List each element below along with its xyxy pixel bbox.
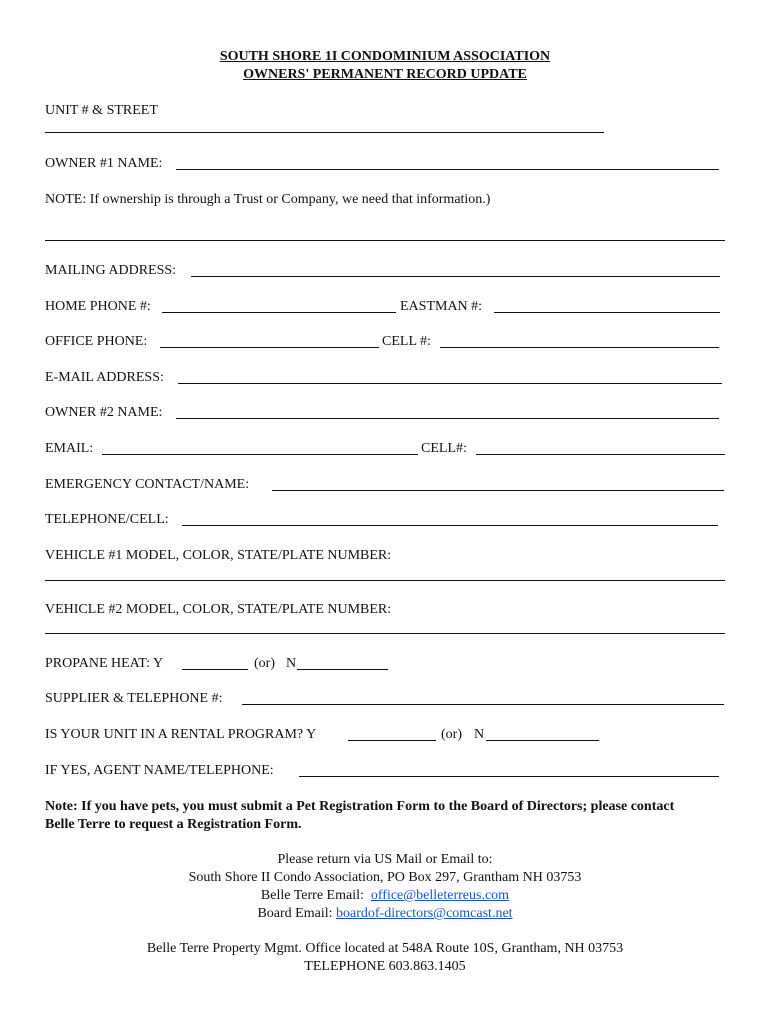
mailing-field[interactable] (191, 276, 720, 277)
form-title: SOUTH SHORE 1I CONDOMINIUM ASSOCIATION (219, 49, 551, 64)
eastman-label: EASTMAN #: (400, 299, 483, 314)
unit-street-label: UNIT # & STREET (45, 103, 158, 118)
office-phone-field[interactable] (160, 347, 379, 348)
vehicle2-field[interactable] (45, 633, 725, 634)
board-email-row (0, 905, 770, 922)
mailing-label: MAILING ADDRESS: (45, 263, 177, 278)
owner2-field[interactable] (176, 418, 719, 419)
office-location: Belle Terre Property Mgmt. Office located at 548A Route 10S, Grantham, NH 03753 (146, 941, 624, 956)
board-email-link[interactable]: boardof-directors@comcast.net (336, 906, 513, 921)
rental-no-field[interactable] (486, 740, 599, 741)
vehicle1-field[interactable] (45, 580, 725, 581)
office-telephone: TELEPHONE 603.863.1405 (304, 959, 466, 974)
office-phone-label: OFFICE PHONE: (45, 334, 148, 349)
home-phone-label: HOME PHONE #: (45, 299, 151, 314)
propane-no-field[interactable] (297, 669, 388, 670)
email-address-field[interactable] (178, 383, 722, 384)
emergency-contact-label: EMERGENCY CONTACT/NAME: (45, 477, 250, 492)
propane-label: PROPANE HEAT: Y (45, 656, 164, 671)
belle-terre-email-link[interactable]: office@belleterreus.com (370, 888, 510, 903)
agent-field[interactable] (299, 776, 719, 777)
cell-field[interactable] (440, 347, 719, 348)
owner1-label: OWNER #1 NAME: (45, 156, 163, 171)
agent-label: IF YES, AGENT NAME/TELEPHONE: (45, 763, 274, 778)
home-phone-field[interactable] (162, 312, 396, 313)
pet-note-line2: Belle Terre to request a Registration Form. (45, 817, 302, 832)
return-instructions: Please return via US Mail or Email to: (277, 852, 493, 867)
propane-or: (or) (254, 656, 275, 671)
mailing-address: South Shore II Condo Association, PO Box 297, Grantham NH 03753 (188, 870, 582, 885)
supplier-label: SUPPLIER & TELEPHONE #: (45, 691, 223, 706)
form-subtitle: OWNERS' PERMANENT RECORD UPDATE (243, 67, 527, 82)
rental-label: IS YOUR UNIT IN A RENTAL PROGRAM? Y (45, 727, 317, 742)
telephone-cell-field[interactable] (182, 525, 718, 526)
trust-note: NOTE: If ownership is through a Trust or Company, we need that information.) (45, 192, 491, 207)
owner1-field[interactable] (176, 169, 719, 170)
eastman-field[interactable] (494, 312, 720, 313)
email-address-label: E-MAIL ADDRESS: (45, 370, 164, 385)
rental-or: (or) (441, 727, 462, 742)
rental-yes-field[interactable] (348, 740, 436, 741)
propane-n-label: N (286, 656, 297, 671)
telephone-cell-label: TELEPHONE/CELL: (45, 512, 169, 527)
supplier-field[interactable] (242, 704, 724, 705)
rental-n-label: N (474, 727, 485, 742)
vehicle2-label: VEHICLE #2 MODEL, COLOR, STATE/PLATE NUMBER: (45, 602, 392, 617)
pet-note-line1: Note: If you have pets, you must submit a Pet Registration Form to the Board of Directors; please contact (45, 799, 675, 814)
board-email-label: Board Email: (257, 906, 333, 921)
cell-label: CELL #: (382, 334, 431, 349)
trust-field[interactable] (45, 240, 725, 241)
propane-yes-field[interactable] (182, 669, 248, 670)
vehicle1-label: VEHICLE #1 MODEL, COLOR, STATE/PLATE NUMBER: (45, 548, 392, 563)
cell2-label: CELL#: (421, 441, 467, 456)
email-label: EMAIL: (45, 441, 94, 456)
owner2-label: OWNER #2 NAME: (45, 405, 163, 420)
cell2-field[interactable] (476, 454, 725, 455)
unit-street-field[interactable] (45, 132, 604, 133)
belle-terre-email-label: Belle Terre Email: (260, 888, 364, 903)
belle-terre-email-row (0, 887, 770, 904)
email-field[interactable] (102, 454, 418, 455)
emergency-contact-field[interactable] (272, 490, 724, 491)
